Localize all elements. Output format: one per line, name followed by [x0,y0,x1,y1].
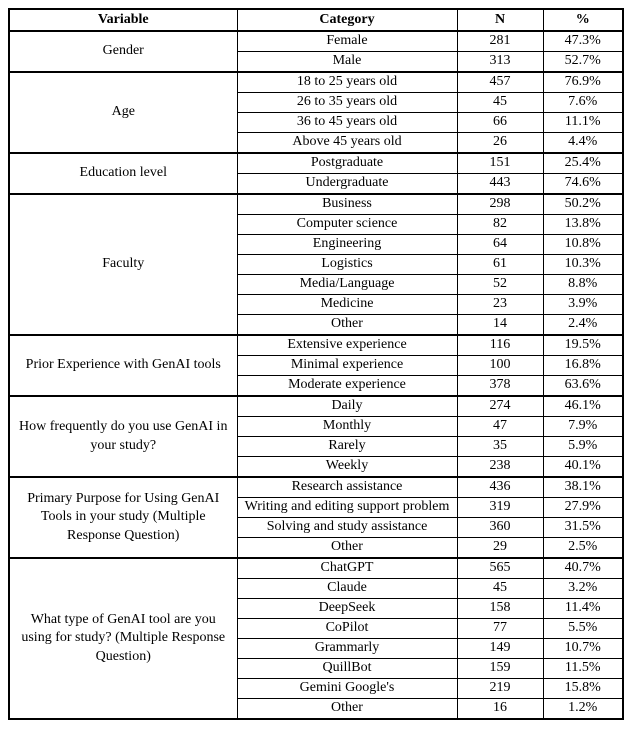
category-cell: Grammarly [237,639,457,659]
table-row [9,335,623,356]
n-cell: 298 [457,194,543,215]
n-cell: 52 [457,275,543,295]
category-cell: 36 to 45 years old [237,113,457,133]
n-cell: 23 [457,295,543,315]
n-cell: 565 [457,558,543,579]
n-cell: 35 [457,437,543,457]
category-cell: QuillBot [237,659,457,679]
percent-cell: 11.5% [543,659,623,679]
percent-cell: 76.9% [543,72,623,93]
n-cell: 219 [457,679,543,699]
n-cell: 159 [457,659,543,679]
category-cell: Other [237,315,457,336]
variable-cell: How frequently do you use GenAI in your study? [9,396,237,477]
category-cell: Other [237,538,457,559]
percent-cell: 31.5% [543,518,623,538]
category-cell: Writing and editing support problem [237,498,457,518]
n-cell: 100 [457,356,543,376]
n-cell: 66 [457,113,543,133]
percent-cell: 2.5% [543,538,623,559]
n-cell: 457 [457,72,543,93]
n-cell: 313 [457,52,543,73]
table-row [9,477,623,498]
category-cell: Logistics [237,255,457,275]
percent-cell: 11.4% [543,599,623,619]
percent-cell: 15.8% [543,679,623,699]
header-row [9,9,623,31]
n-cell: 77 [457,619,543,639]
category-cell: Postgraduate [237,153,457,174]
category-cell: Engineering [237,235,457,255]
n-cell: 16 [457,699,543,720]
percent-cell: 2.4% [543,315,623,336]
variable-cell: What type of GenAI tool are you using for study? (Multiple Response Question) [9,558,237,719]
category-cell: Solving and study assistance [237,518,457,538]
category-cell: Media/Language [237,275,457,295]
percent-cell: 50.2% [543,194,623,215]
table-row [9,558,623,579]
percent-cell: 74.6% [543,174,623,195]
n-cell: 64 [457,235,543,255]
category-cell: Computer science [237,215,457,235]
percent-cell: 46.1% [543,396,623,417]
percent-cell: 19.5% [543,335,623,356]
n-cell: 274 [457,396,543,417]
percent-cell: 7.9% [543,417,623,437]
header-n: N [457,9,543,31]
percent-cell: 5.9% [543,437,623,457]
percent-cell: 47.3% [543,31,623,52]
table-row [9,396,623,417]
table-header [9,9,623,31]
header-variable: Variable [9,9,237,31]
category-cell: Business [237,194,457,215]
n-cell: 82 [457,215,543,235]
n-cell: 47 [457,417,543,437]
n-cell: 378 [457,376,543,397]
n-cell: 116 [457,335,543,356]
n-cell: 238 [457,457,543,478]
n-cell: 29 [457,538,543,559]
category-cell: Extensive experience [237,335,457,356]
category-cell: ChatGPT [237,558,457,579]
variable-cell: Faculty [9,194,237,335]
category-cell: Daily [237,396,457,417]
header-percent: % [543,9,623,31]
variable-cell: Gender [9,31,237,72]
percent-cell: 11.1% [543,113,623,133]
n-cell: 45 [457,93,543,113]
table-row [9,31,623,52]
category-cell: Above 45 years old [237,133,457,154]
category-cell: 18 to 25 years old [237,72,457,93]
percent-cell: 3.2% [543,579,623,599]
category-cell: Minimal experience [237,356,457,376]
percent-cell: 40.7% [543,558,623,579]
category-cell: Gemini Google's [237,679,457,699]
category-cell: Research assistance [237,477,457,498]
category-cell: Female [237,31,457,52]
table-row [9,153,623,174]
n-cell: 45 [457,579,543,599]
percent-cell: 16.8% [543,356,623,376]
category-cell: 26 to 35 years old [237,93,457,113]
demographics-table [8,8,624,720]
percent-cell: 52.7% [543,52,623,73]
percent-cell: 7.6% [543,93,623,113]
table-row [9,194,623,215]
category-cell: Other [237,699,457,720]
category-cell: Medicine [237,295,457,315]
n-cell: 319 [457,498,543,518]
n-cell: 26 [457,133,543,154]
table-body [9,31,623,719]
percent-cell: 8.8% [543,275,623,295]
variable-cell: Age [9,72,237,153]
percent-cell: 4.4% [543,133,623,154]
percent-cell: 63.6% [543,376,623,397]
variable-cell: Prior Experience with GenAI tools [9,335,237,396]
percent-cell: 3.9% [543,295,623,315]
table-row [9,72,623,93]
percent-cell: 13.8% [543,215,623,235]
variable-cell: Primary Purpose for Using GenAI Tools in your study (Multiple Response Question) [9,477,237,558]
percent-cell: 1.2% [543,699,623,720]
category-cell: Rarely [237,437,457,457]
category-cell: CoPilot [237,619,457,639]
n-cell: 443 [457,174,543,195]
category-cell: Undergraduate [237,174,457,195]
category-cell: Monthly [237,417,457,437]
percent-cell: 38.1% [543,477,623,498]
percent-cell: 40.1% [543,457,623,478]
percent-cell: 5.5% [543,619,623,639]
percent-cell: 10.8% [543,235,623,255]
n-cell: 151 [457,153,543,174]
percent-cell: 25.4% [543,153,623,174]
n-cell: 149 [457,639,543,659]
variable-cell: Education level [9,153,237,194]
category-cell: DeepSeek [237,599,457,619]
n-cell: 360 [457,518,543,538]
n-cell: 14 [457,315,543,336]
category-cell: Male [237,52,457,73]
percent-cell: 27.9% [543,498,623,518]
category-cell: Weekly [237,457,457,478]
n-cell: 436 [457,477,543,498]
percent-cell: 10.7% [543,639,623,659]
header-category: Category [237,9,457,31]
n-cell: 281 [457,31,543,52]
n-cell: 61 [457,255,543,275]
n-cell: 158 [457,599,543,619]
percent-cell: 10.3% [543,255,623,275]
category-cell: Moderate experience [237,376,457,397]
category-cell: Claude [237,579,457,599]
